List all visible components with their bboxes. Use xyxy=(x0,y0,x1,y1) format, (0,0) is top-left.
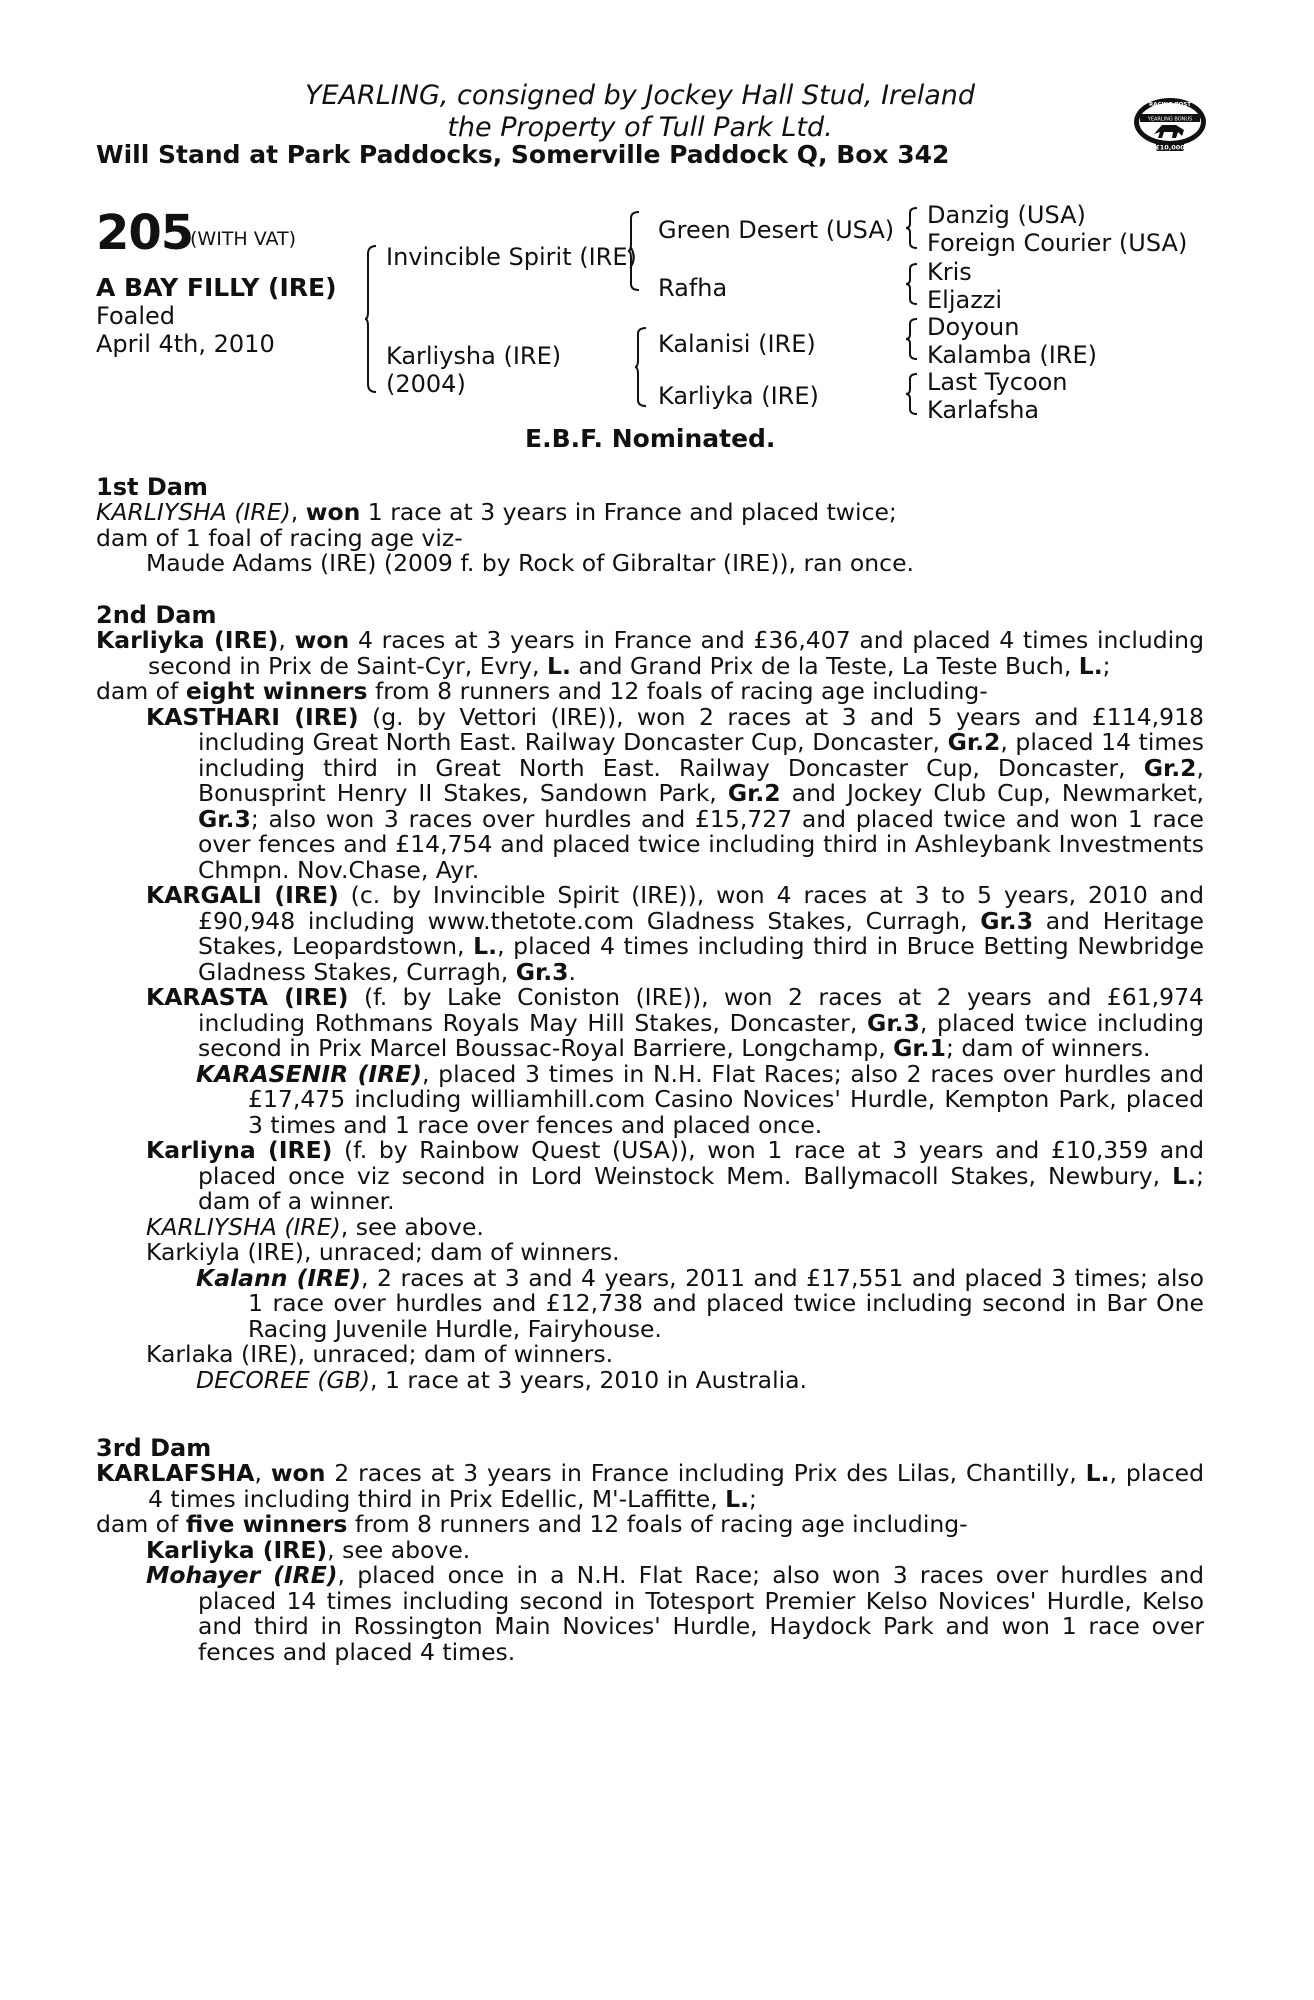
lot-vat: (WITH VAT) xyxy=(190,228,297,250)
third-dam-record: KARLAFSHA, won 2 races at 3 years in France including Prix des Lilas, Chantilly, L., placed 4 times including third in Prix Edellic, M'-Laffitte, L.; xyxy=(96,1459,1204,1513)
lot-number: 205 xyxy=(96,205,194,261)
second-dam-heading: 2nd Dam xyxy=(96,601,217,629)
second-dam-produce-line: dam of eight winners from 8 runners and 12 foals of racing age including- xyxy=(96,677,988,705)
third-dam-produce-line: dam of five winners from 8 runners and 12 foals of racing age including- xyxy=(96,1510,968,1538)
first-dam-produce-line: dam of 1 foal of racing age viz- xyxy=(96,523,463,552)
pedigree-dam-dam: Karliyka (IRE) xyxy=(658,382,819,410)
third-dam-section xyxy=(96,1435,1204,1665)
foaled-date: April 4th, 2010 xyxy=(96,330,275,358)
pedigree-sds: Kris xyxy=(927,258,972,286)
pedigree-dam-year: (2004) xyxy=(386,370,466,398)
pedigree-dss: Doyoun xyxy=(927,313,1020,341)
pedigree-sire: Invincible Spirit (IRE) xyxy=(386,243,637,271)
pedigree-dsd: Kalamba (IRE) xyxy=(927,341,1097,369)
first-dam-offspring: Maude Adams (IRE) (2009 f. by Rock of Gibraltar (IRE)), ran once. xyxy=(146,549,915,577)
offspring-karlaka: Karlaka (IRE), unraced; dam of winners. xyxy=(146,1340,614,1368)
pedigree-ddd: Karlafsha xyxy=(927,396,1040,424)
pedigree-sss: Danzig (USA) xyxy=(927,201,1086,229)
pedigree-dam-brace xyxy=(634,326,648,408)
offspring-decoree: DECOREE (GB), 1 race at 3 years, 2010 in Australia. xyxy=(196,1365,807,1394)
second-dam-record: Karliyka (IRE), won 4 races at 3 years in France and £36,407 and placed 4 times including second in Prix de Saint-Cyr, Evry, L. and Grand Prix de la Teste, La Teste Buch, L.; xyxy=(96,626,1204,680)
offspring-karasenir: KARASENIR (IRE), placed 3 times in N.H. Flat Races; also 2 races over hurdles and £17,475 including williamhill.com Casino Novices' Hurdle, Kempton Park, placed 3 times and 1 race over fences and placed once. xyxy=(196,1059,1205,1139)
pedigree-brace-rafha xyxy=(905,262,919,306)
pedigree-brace-gd xyxy=(905,206,919,250)
pedigree-sdd: Eljazzi xyxy=(927,286,1003,314)
first-dam-record: KARLIYSHA (IRE), won 1 race at 3 years in France and placed twice; xyxy=(96,498,897,526)
first-dam-heading: 1st Dam xyxy=(96,473,208,501)
foaled-label: Foaled xyxy=(96,302,176,330)
pedigree-brace-kalanisi xyxy=(905,317,919,361)
offspring-karliyna: Karliyna (IRE) (f. by Rainbow Quest (USA)), won 1 race at 3 years and £10,359 and placed once viz second in Lord Weinstock Mem. Ballymacoll Stakes, Newbury, L.; dam of a winner. xyxy=(146,1136,1204,1215)
offspring-karasta: KARASTA (IRE) (f. by Lake Coniston (IRE)), won 2 races at 2 years and £61,974 including Rothmans Royals May Hill Stakes, Doncaster, Gr.3, placed twice including second in Prix Marcel Boussac-Royal Barriere, Longchamp, Gr.1; dam of winners. xyxy=(146,983,1204,1062)
pedigree-main-brace xyxy=(364,244,378,394)
pedigree-dam-sire: Kalanisi (IRE) xyxy=(658,330,816,358)
header-property: the Property of Tull Park Ltd. xyxy=(447,112,833,143)
offspring-kasthari: KASTHARI (IRE) (g. by Vettori (IRE)), won 2 races at 3 and 5 years and £114,918 including Great North East. Railway Doncaster Cup, Doncaster, Gr.2, placed 14 times including third in Great North East. Railway Doncaster Cup, Doncaster, Gr.2, Bonusprint Henry II Stakes, Sandown Park, Gr.2 and Jockey Club Cup, Newmarket, Gr.3; also won 3 races over hurdles and £15,727 and placed twice and won 1 race over fences and £14,754 and placed twice including third in Ashleybank Investments Chmpn. Nov.Chase, Ayr. xyxy=(146,702,1204,884)
yearling-bonus-badge-icon xyxy=(1132,92,1208,154)
header-location: Will Stand at Park Paddocks, Somerville Paddock Q, Box 342 xyxy=(96,140,950,169)
pedigree-sire-dam: Rafha xyxy=(658,274,728,302)
first-dam-section xyxy=(96,474,1204,577)
badge-top-text: RACING POST xyxy=(1148,102,1192,108)
pedigree-sire-sire: Green Desert (USA) xyxy=(658,216,895,244)
offspring-karliysha-ref: KARLIYSHA (IRE), see above. xyxy=(146,1212,484,1241)
offspring-mohayer: Mohayer (IRE), placed once in a N.H. Flat Race; also won 3 races over hurdles and placed 14 times including second in Totesport Premier Kelso Novices' Hurdle, Kelso and third in Rossington Main Novices' Hurdle, Haydock Park and won 1 race over fences and placed 4 times. xyxy=(146,1561,1205,1666)
offspring-karkiyla: Karkiyla (IRE), unraced; dam of winners. xyxy=(146,1238,620,1266)
badge-amount-text: £10,000 xyxy=(1155,143,1185,152)
second-dam-section xyxy=(96,602,1204,1393)
badge-mid-text: YEARLING BONUS xyxy=(1147,116,1193,123)
header-consignor: YEARLING, consigned by Jockey Hall Stud, Ireland xyxy=(304,80,976,111)
lot-name: A BAY FILLY (IRE) xyxy=(96,273,337,302)
offspring-karliyka-ref: Karliyka (IRE), see above. xyxy=(146,1535,471,1564)
offspring-kargali: KARGALI (IRE) (c. by Invincible Spirit (IRE)), won 4 races at 3 to 5 years, 2010 and £90,948 including www.thetote.com Gladness Stakes, Curragh, Gr.3 and Heritage Stakes, Leopardstown, L., placed 4 times including third in Bruce Betting Newbridge Gladness Stakes, Curragh, Gr.3. xyxy=(146,881,1204,986)
offspring-kalann: Kalann (IRE), 2 races at 3 and 4 years, 2011 and £17,551 and placed 3 times; also 1 race over hurdles and £12,738 and placed twice including second in Bar One Racing Juvenile Hurdle, Fairyhouse. xyxy=(196,1263,1204,1343)
pedigree-brace-karliyka xyxy=(905,372,919,416)
ebf-nominated: E.B.F. Nominated. xyxy=(525,424,776,453)
third-dam-heading: 3rd Dam xyxy=(96,1434,212,1462)
pedigree-ssd: Foreign Courier (USA) xyxy=(927,229,1188,257)
pedigree-dam: Karliysha (IRE) xyxy=(386,342,562,370)
pedigree-dds: Last Tycoon xyxy=(927,368,1068,396)
